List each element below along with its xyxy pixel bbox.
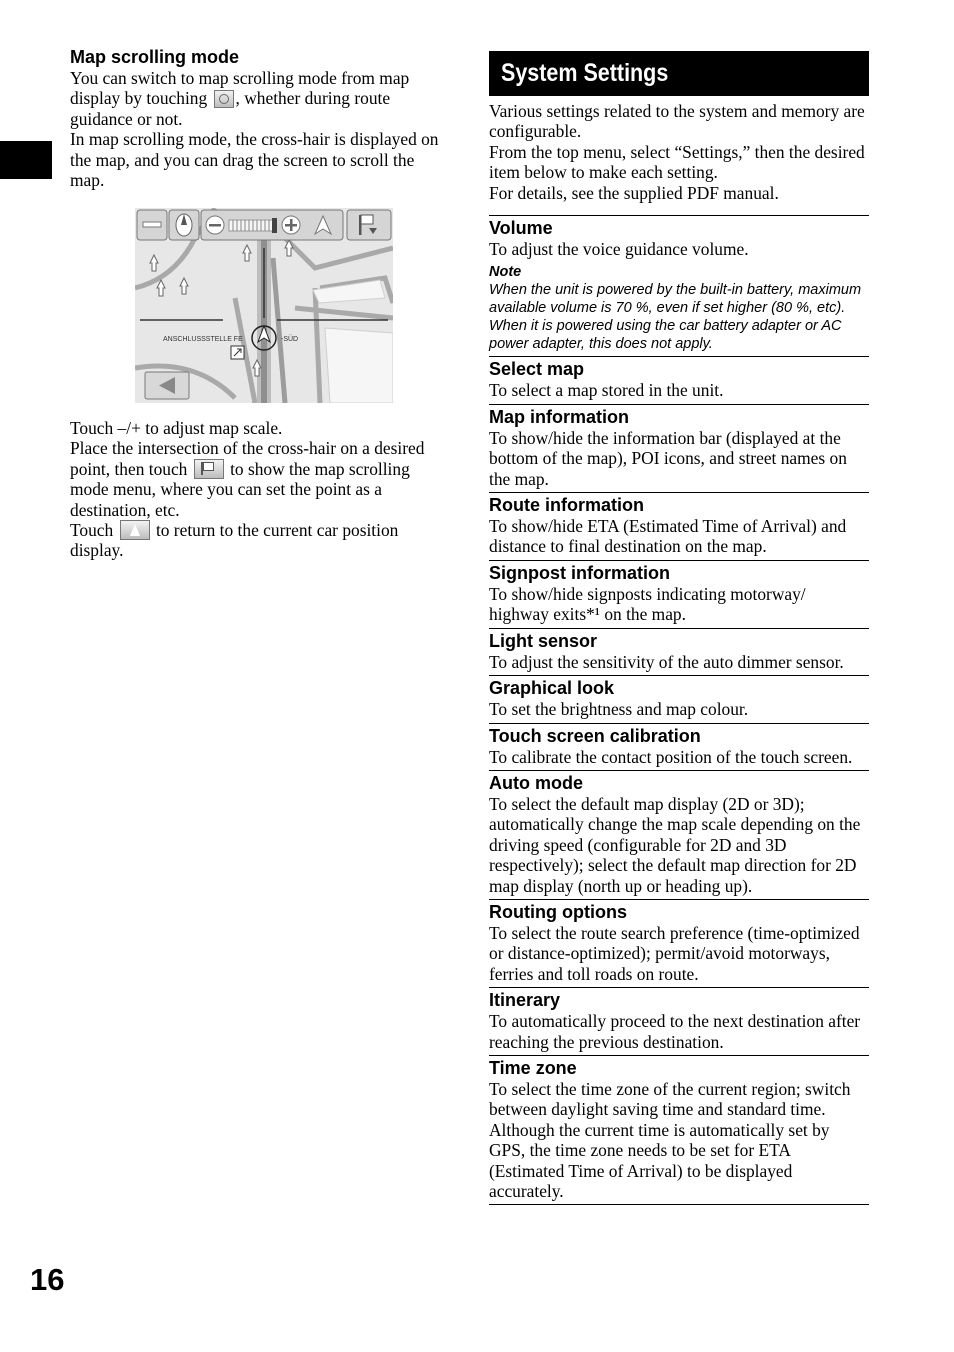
section-title-banner: [489, 51, 869, 96]
intro-text: [489, 101, 869, 203]
setting-desc: To adjust the sensitivity of the auto dimmer sensor.: [489, 651, 844, 672]
car-position-icon: [120, 520, 150, 540]
map-toolbar: [137, 210, 391, 240]
paragraph-return: Touch to return to the current car position display.: [70, 520, 399, 561]
setting-name: Graphical look: [489, 678, 615, 699]
intro-line: Various settings related to the system and memory are configurable.: [489, 101, 865, 142]
setting-routing-options: [489, 900, 869, 988]
setting-itinerary: [489, 988, 869, 1056]
setting-name: Select map: [489, 359, 585, 380]
intro-line: For details, see the supplied PDF manual.: [489, 182, 779, 203]
setting-graphical-look: [489, 676, 869, 723]
note-text: When the unit is powered by the built-in battery, maximum available volume is 70 %, even if set higher (80 %, etc). When it is powered using the car battery adapter or AC power adapter, this does not apply.: [489, 282, 862, 353]
section-tab-marker: [0, 141, 52, 179]
setting-name: Auto mode: [489, 772, 583, 793]
setting-volume: [489, 216, 869, 357]
setting-map-information: [489, 405, 869, 493]
setting-desc: To select the time zone of the current region; switch between daylight saving time and standard time.: [489, 1078, 851, 1120]
setting-name: Itinerary: [489, 990, 561, 1011]
setting-auto-mode: [489, 771, 869, 900]
setting-desc: To show/hide signposts indicating motorway/ highway exits*¹ on the map.: [489, 583, 806, 625]
setting-touch-screen-calibration: [489, 724, 869, 771]
setting-signpost-information: [489, 561, 869, 629]
setting-desc: To show/hide ETA (Estimated Time of Arrival) and distance to final destination on the map.: [489, 516, 847, 557]
map-screenshot: [135, 208, 393, 403]
page-number: 16: [30, 1262, 65, 1297]
setting-name: Touch screen calibration: [489, 725, 701, 746]
setting-time-zone: [489, 1056, 869, 1205]
paragraph-cross-hair: In map scrolling mode, the cross-hair is displayed on the map, and you can drag the screen to scroll the map.: [70, 129, 439, 191]
section-heading: Map scrolling mode: [70, 47, 240, 67]
map-scrolling-section: [70, 46, 450, 190]
setting-desc-extra: Although the current time is automatically set by GPS, the time zone needs to be set for ETA (Estimated Time of Arrival) to be displayed accurately.: [489, 1119, 830, 1201]
setting-desc: To automatically proceed to the next destination after reaching the previous destination.: [489, 1011, 861, 1052]
intro-line: From the top menu, select “Settings,” then the desired item below to make each setting.: [489, 141, 865, 183]
map-street-label: ANSCHLUSSSTELLE FE: [163, 336, 243, 343]
setting-desc: To adjust the voice guidance volume.: [489, 239, 749, 260]
setting-desc: To select the default map display (2D or 3D); automatically change the map scale depending on the driving speed (configurable for 2D and 3D respectively); select the default map direction for 2D map display (north up or heading up).: [489, 793, 861, 896]
system-settings-section: [489, 51, 869, 1205]
setting-name: Route information: [489, 495, 644, 516]
setting-name: Light sensor: [489, 630, 598, 651]
setting-name: Map information: [489, 406, 629, 427]
paragraph-scale: Touch –/+ to adjust map scale.: [70, 418, 283, 438]
map-scroll-icon: [214, 90, 234, 108]
setting-route-information: [489, 493, 869, 561]
map-scrolling-instructions: [70, 418, 450, 561]
setting-desc: To set the brightness and map colour.: [489, 699, 749, 720]
note-label: Note: [489, 264, 522, 281]
setting-select-map: [489, 357, 869, 404]
setting-name: Signpost information: [489, 562, 670, 583]
paragraph-switch-mode: You can switch to map scrolling mode from map display by touching , whether during route guidance or not.: [70, 68, 410, 129]
setting-desc: To select a map stored in the unit.: [489, 380, 724, 401]
paragraph-intersection: Place the intersection of the cross-hair on a desired point, then touch to show the map scrolling mode menu, where you can set the point as a destination, etc.: [70, 438, 425, 520]
map-street-label-end: -SÜD: [281, 336, 299, 343]
setting-name: Time zone: [489, 1057, 577, 1078]
setting-desc: To show/hide the information bar (displayed at the bottom of the map), POI icons, and street names on the map.: [489, 427, 847, 489]
setting-light-sensor: [489, 629, 869, 676]
setting-name: Routing options: [489, 901, 627, 922]
scroll-menu-icon: [194, 459, 224, 479]
setting-desc: To select the route search preference (time-optimized or distance-optimized); permit/avoid motorways, ferries and toll roads on route.: [489, 922, 860, 984]
section-title: System Settings: [501, 59, 669, 87]
setting-name: Volume: [489, 218, 553, 239]
setting-desc: To calibrate the contact position of the touch screen.: [489, 746, 853, 767]
